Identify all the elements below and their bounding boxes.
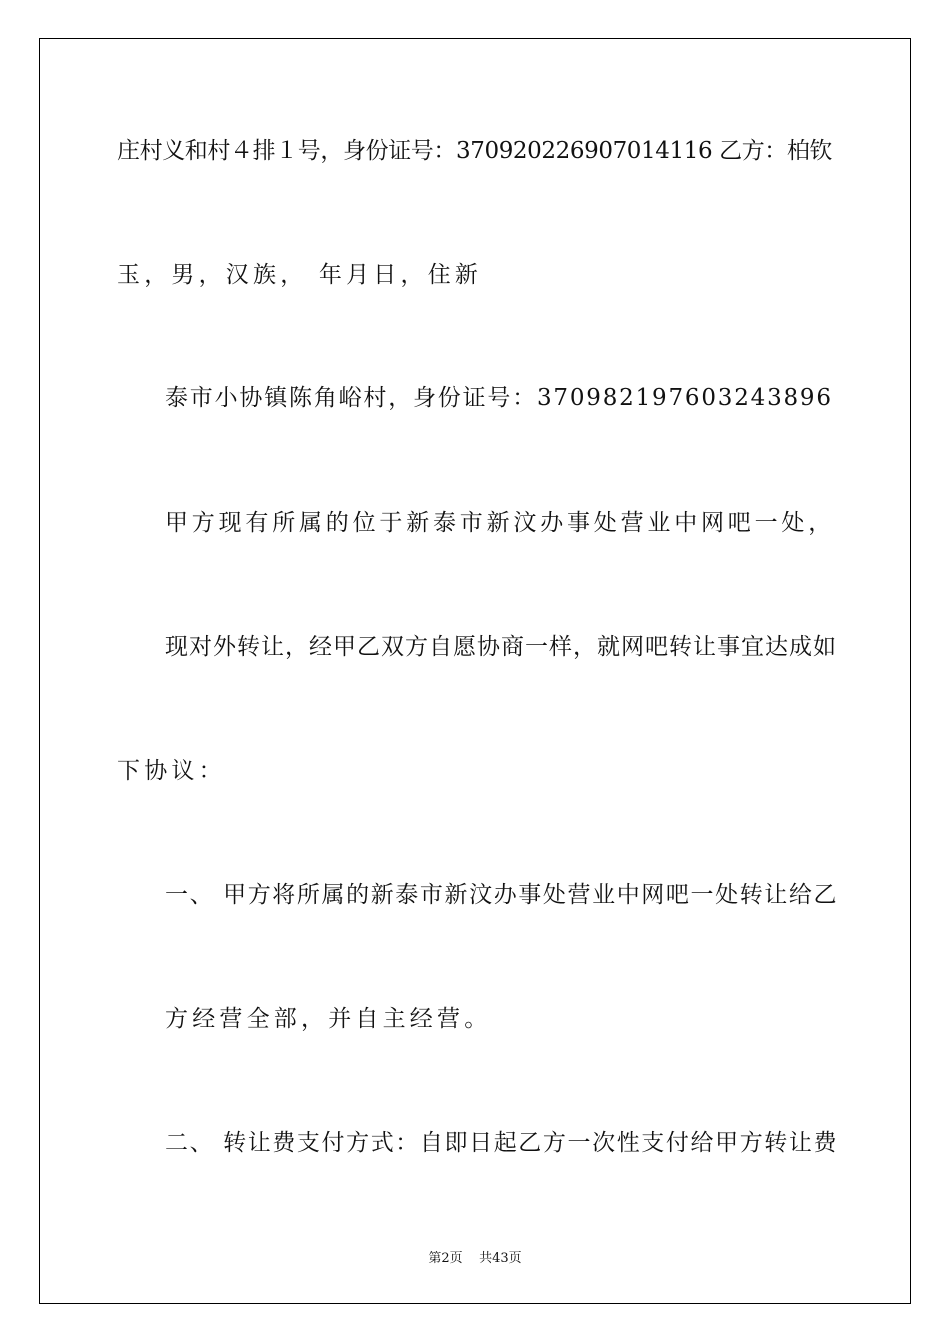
page-border: [39, 38, 911, 1304]
page-number-footer: 第2页 共43页: [428, 1251, 522, 1266]
text-line-5: 现对外转让，经甲乙双方自愿协商一样，就网吧转让事宜达成如: [165, 634, 837, 660]
text-line-8: 方经营全部，并自主经营。: [165, 1006, 492, 1032]
text-line-9: 二、 转让费支付方式：自即日起乙方一次性支付给甲方转让费: [165, 1130, 839, 1156]
text-line-7: 一、 甲方将所属的新泰市新汶办事处营业中网吧一处转让给乙: [165, 882, 839, 908]
text-line-3: 泰市小协镇陈角峪村，身份证号：370982197603243896: [165, 385, 833, 411]
text-line-6: 下协议：: [117, 758, 226, 784]
text-line-4: 甲方现有所属的位于新泰市新汶办事处营业中网吧一处，: [165, 510, 835, 536]
text-line-1: 庄村义和村４排１号，身份证号：370920226907014116 乙方：柏钦: [117, 138, 833, 164]
text-line-2: 玉，男，汉族， 年月日，住新: [117, 262, 483, 288]
